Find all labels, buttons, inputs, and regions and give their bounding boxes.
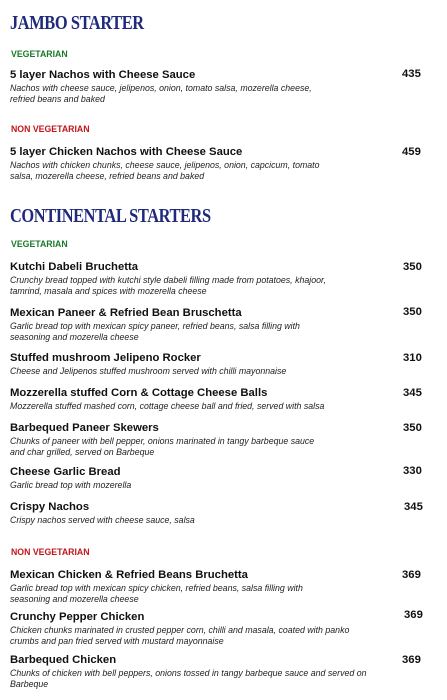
item-name: Cheese Garlic Bread	[10, 466, 121, 478]
item-name: Barbequed Paneer Skewers	[10, 422, 159, 434]
section-title-jambo-starter: JAMBO STARTER	[10, 12, 144, 34]
menu-item	[10, 421, 430, 457]
menu-item	[10, 260, 430, 296]
item-name: Barbequed Chicken	[10, 654, 117, 666]
item-name: 5 layer Chicken Nachos with Cheese Sauce	[10, 146, 243, 158]
menu-item	[10, 306, 430, 342]
item-description: Crunchy bread topped with kutchi style dabeli filling made from potatoes, khajoor, tamrind, masala and spices with mozerella cheese	[10, 275, 326, 296]
item-price: 350	[403, 422, 422, 434]
item-description: Cheese and Jelipenos stuffed mushroom served with chilli mayonnaise	[10, 366, 287, 376]
item-price: 459	[402, 146, 421, 158]
item-price: 350	[403, 306, 422, 318]
item-price: 369	[402, 654, 421, 666]
item-price: 369	[402, 569, 421, 581]
item-price: 330	[403, 465, 422, 477]
item-name: Mozzerella stuffed Corn & Cottage Cheese Balls	[10, 387, 268, 399]
item-price: 350	[403, 261, 422, 273]
item-description: Garlic bread top with mexican spicy chicken, refried beans, salsa filling with seasoning and mozerella cheese	[10, 583, 303, 604]
item-description: Chicken chunks marinated in crusted pepper corn, chilli and masala, coated with panko crumbs and pan fried served with mustard mayonnaise	[10, 625, 350, 646]
item-name: Mexican Chicken & Refried Beans Bruchetta	[10, 569, 248, 581]
item-name: Stuffed mushroom Jelipeno Rocker	[10, 352, 201, 364]
item-description: Chunks of paneer with bell pepper, onions marinated in tangy barbeque sauce and char grilled, served on Barbeque	[10, 436, 315, 457]
item-name: Mexican Paneer & Refried Bean Bruschetta	[10, 307, 242, 319]
category-vegetarian: VEGETARIAN	[11, 239, 68, 250]
item-description: Chunks of chicken with bell peppers, onions tossed in tangy barbeque sauce and served on Barbeque	[10, 668, 367, 689]
item-name: Crunchy Pepper Chicken	[10, 611, 145, 623]
item-description: Nachos with chicken chunks, cheese sauce, jelipenos, onion, capcicum, tomato salsa, mozerella cheese, refried beans and baked	[10, 160, 320, 181]
menu-item	[10, 500, 430, 526]
item-description: Garlic bread top with mozerella	[10, 480, 132, 490]
item-description: Garlic bread top with mexican spicy paneer, refried beans, salsa filling with seasoning and mozerella cheese	[10, 321, 300, 342]
item-description: Mozzerella stuffed mashed corn, cottage cheese ball and fried, served with salsa	[10, 401, 325, 411]
item-price: 369	[404, 609, 423, 621]
item-name: Kutchi Dabeli Bruchetta	[10, 261, 139, 273]
category-vegetarian: VEGETARIAN	[11, 49, 68, 60]
menu-item	[10, 465, 430, 491]
menu-item	[10, 653, 430, 689]
item-name: Crispy Nachos	[10, 501, 90, 513]
item-price: 310	[403, 352, 422, 364]
item-description: Nachos with cheese sauce, jelipenos, onion, tomato salsa, mozerella cheese, refried beans and baked	[10, 83, 312, 104]
item-price: 345	[404, 501, 423, 513]
menu-item	[10, 68, 430, 104]
item-price: 345	[403, 387, 422, 399]
menu-item	[10, 145, 430, 181]
menu-item	[10, 351, 430, 377]
menu-item	[10, 568, 430, 604]
menu-item	[10, 386, 430, 412]
item-description: Crispy nachos served with cheese sauce, salsa	[10, 515, 195, 525]
section-title-continental-starters: CONTINENTAL STARTERS	[10, 205, 211, 227]
item-price: 435	[402, 68, 421, 80]
category-non-vegetarian: NON VEGETARIAN	[11, 124, 90, 135]
item-name: 5 layer Nachos with Cheese Sauce	[10, 69, 196, 81]
category-non-vegetarian: NON VEGETARIAN	[11, 547, 90, 558]
menu-item	[10, 610, 430, 646]
